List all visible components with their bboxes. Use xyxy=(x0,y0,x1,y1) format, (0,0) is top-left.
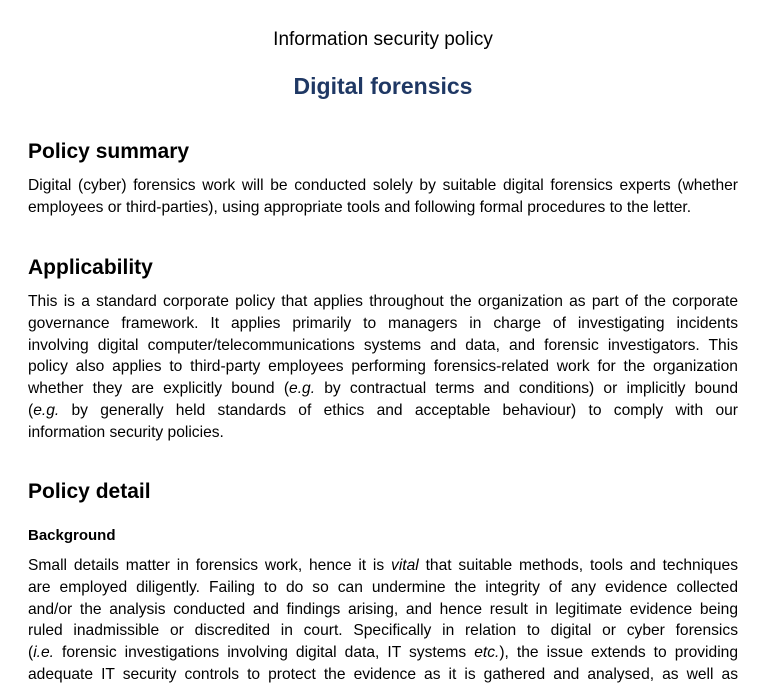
text-run: ), the issue extends to providing xyxy=(499,644,738,662)
text-run-italic: e.g. xyxy=(33,401,60,419)
summary-paragraph xyxy=(28,175,738,219)
text-run-italic: i.e. xyxy=(33,644,55,662)
subheading-background: Background xyxy=(28,527,116,544)
document-title: Digital forensics xyxy=(293,73,473,99)
text-line: ruled inadmissible or discredited in court. Specifically in relation to digital or cyber forensics xyxy=(28,622,738,640)
text-run-italic: e.g. xyxy=(289,380,316,398)
text-line: adequate IT security controls to protect the evidence as it is gathered and analysed, as well as xyxy=(28,665,738,683)
text-line xyxy=(28,400,738,422)
background-paragraph xyxy=(28,555,738,686)
text-line: Digital (cyber) forensics work will be conducted solely by suitable digital forensics experts (whether xyxy=(28,177,738,194)
text-run: Small details matter in forensics work, hence it is xyxy=(28,557,392,574)
heading-policy-summary: Policy summary xyxy=(28,140,190,163)
applicability-paragraph xyxy=(28,291,738,444)
text-run: that suitable methods, tools and techniques xyxy=(418,557,738,574)
text-line xyxy=(28,642,738,664)
heading-applicability: Applicability xyxy=(28,256,153,279)
text-line xyxy=(28,555,738,577)
text-run-italic: vital xyxy=(391,557,419,574)
text-line: governance framework. It applies primarily to managers in charge of investigating incidents xyxy=(28,314,738,332)
text-line: involving digital computer/telecommunications systems and data, and forensic investigators. This xyxy=(28,336,738,354)
text-line: employees or third-parties), using appropriate tools and following formal procedures to the letter. xyxy=(28,198,692,216)
text-line: and/or the analysis conducted and findings arising, and hence result in legitimate evidence being xyxy=(28,600,738,618)
document-type: Information security policy xyxy=(273,29,493,50)
text-run-italic: etc. xyxy=(474,644,500,662)
text-run: forensic investigations involving digital data, IT systems xyxy=(54,644,475,662)
text-line: information security policies. xyxy=(28,423,224,441)
text-run: whether they are explicitly bound ( xyxy=(28,380,290,398)
text-line: are employed diligently. Failing to do so can undermine the integrity of any evidence collected xyxy=(28,578,738,596)
text-line: This is a standard corporate policy that applies throughout the organization as part of the corporate xyxy=(28,293,738,310)
text-run: by contractual terms and conditions) or implicitly bound xyxy=(315,380,738,398)
text-line: policy also applies to third-party employees performing forensics-related work for the organization xyxy=(28,358,738,376)
text-run: ( xyxy=(28,644,34,662)
text-run: by generally held standards of ethics and acceptable behaviour) to comply with our xyxy=(59,401,738,419)
heading-policy-detail: Policy detail xyxy=(28,480,151,503)
text-line xyxy=(28,378,738,400)
text-run: ( xyxy=(28,401,34,419)
